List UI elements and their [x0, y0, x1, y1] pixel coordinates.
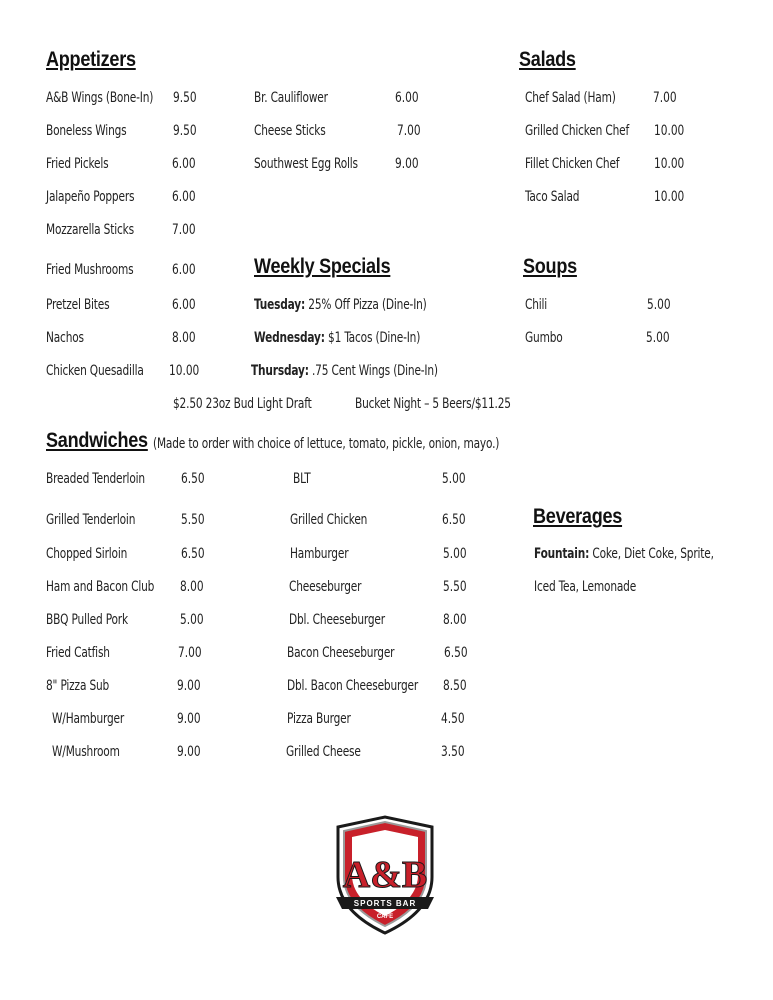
menu-item-name: Dbl. Cheeseburger — [289, 612, 385, 628]
special-day: Tuesday: — [254, 297, 306, 313]
menu-item-price: 6.00 — [172, 156, 196, 172]
menu-item-price: 8.50 — [443, 678, 467, 694]
menu-item-price: 6.00 — [395, 90, 419, 106]
beverage-line-1 — [534, 546, 714, 562]
menu-item-name: A&B Wings (Bone-In) — [46, 90, 154, 106]
special-text: .75 Cent Wings (Dine-In) — [311, 363, 438, 379]
menu-item-price: 8.00 — [180, 579, 204, 595]
menu-item-name: Fillet Chicken Chef — [525, 156, 620, 172]
menu-item-price: 9.50 — [173, 123, 197, 139]
menu-item-price: 9.00 — [395, 156, 419, 172]
special-day: Thursday: — [251, 363, 309, 379]
menu-item-price: 6.00 — [172, 189, 196, 205]
menu-item-name: Grilled Chicken Chef — [525, 123, 630, 139]
menu-item-price: 9.00 — [177, 744, 201, 760]
sandwiches-note: (Made to order with choice of lettuce, tomato, pickle, onion, mayo.) — [153, 436, 500, 452]
menu-item-name: Nachos — [46, 330, 84, 346]
menu-item-price: 5.00 — [647, 297, 671, 313]
menu-item-price: 3.50 — [441, 744, 465, 760]
menu-item-price: 5.50 — [443, 579, 467, 595]
menu-item-price: 10.00 — [169, 363, 200, 379]
special-text: $1 Tacos (Dine-In) — [328, 330, 421, 346]
menu-item-name: Hamburger — [290, 546, 349, 562]
sandwiches-header — [46, 429, 164, 453]
menu-item-name: BBQ Pulled Pork — [46, 612, 128, 628]
menu-item-price: 7.00 — [172, 222, 196, 238]
special-text: 25% Off Pizza (Dine-In) — [308, 297, 427, 313]
ab-sports-bar-logo — [330, 815, 440, 935]
menu-item-name: Grilled Chicken — [290, 512, 368, 528]
menu-item-price: 10.00 — [654, 156, 685, 172]
menu-item-price: 5.00 — [646, 330, 670, 346]
menu-item-price: 10.00 — [654, 189, 685, 205]
menu-item-name: Pretzel Bites — [46, 297, 110, 313]
menu-item-price: 9.00 — [177, 678, 201, 694]
salads-heading: Salads — [519, 48, 576, 71]
menu-item-price: 4.50 — [441, 711, 465, 727]
menu-item-price: 5.00 — [443, 546, 467, 562]
logo-banner-text: SPORTS BAR — [353, 899, 417, 908]
menu-item-name: Bacon Cheeseburger — [287, 645, 395, 661]
logo-text: A&B — [342, 854, 428, 896]
menu-item-name: W/Hamburger — [52, 711, 125, 727]
fountain-label: Fountain: — [534, 546, 590, 562]
special-line — [254, 297, 427, 313]
logo-cafe-text: CAFE — [376, 914, 394, 920]
menu-item-name: Ham and Bacon Club — [46, 579, 155, 595]
menu-item-name: Grilled Cheese — [286, 744, 361, 760]
bucket-night-special: Bucket Night – 5 Beers/$11.25 — [355, 396, 511, 412]
menu-item-price: 8.00 — [172, 330, 196, 346]
menu-item-name: Southwest Egg Rolls — [254, 156, 358, 172]
menu-item-name: 8" Pizza Sub — [46, 678, 110, 694]
menu-item-price: 6.50 — [442, 512, 466, 528]
menu-item-price: 10.00 — [654, 123, 685, 139]
menu-item-name: Breaded Tenderloin — [46, 471, 145, 487]
sandwiches-heading: Sandwiches — [46, 429, 148, 452]
menu-item-name: Boneless Wings — [46, 123, 127, 139]
menu-item-price: 6.00 — [172, 297, 196, 313]
appetizers-heading: Appetizers — [46, 48, 136, 71]
menu-item-name: Chili — [525, 297, 548, 313]
menu-item-name: Taco Salad — [525, 189, 580, 205]
menu-item-name: Jalapeño Poppers — [46, 189, 135, 205]
menu-item-name: Chef Salad (Ham) — [525, 90, 616, 106]
menu-item-price: 9.00 — [177, 711, 201, 727]
menu-item-name: Fried Mushrooms — [46, 262, 134, 278]
menu-item-name: Chicken Quesadilla — [46, 363, 144, 379]
menu-item-name: Grilled Tenderloin — [46, 512, 136, 528]
fountain-drinks: Coke, Diet Coke, Sprite, — [592, 546, 714, 562]
menu-item-price: 5.00 — [180, 612, 204, 628]
menu-item-name: Dbl. Bacon Cheeseburger — [287, 678, 419, 694]
special-line — [254, 330, 420, 346]
beverage-line-2: Iced Tea, Lemonade — [534, 579, 637, 595]
menu-item-name: BLT — [293, 471, 311, 487]
soups-heading: Soups — [523, 255, 577, 278]
menu-item-name: Gumbo — [525, 330, 563, 346]
menu-item-price: 9.50 — [173, 90, 197, 106]
menu-item-price: 5.00 — [442, 471, 466, 487]
menu-item-name: Cheeseburger — [289, 579, 362, 595]
menu-item-name: W/Mushroom — [52, 744, 120, 760]
menu-item-price: 6.50 — [181, 471, 205, 487]
menu-item-name: Pizza Burger — [287, 711, 351, 727]
menu-item-price: 5.50 — [181, 512, 205, 528]
beverages-heading: Beverages — [533, 505, 623, 528]
menu-item-price: 6.50 — [181, 546, 205, 562]
menu-item-name: Fried Catfish — [46, 645, 110, 661]
weekly-specials-heading: Weekly Specials — [254, 255, 391, 278]
menu-item-name: Fried Pickels — [46, 156, 109, 172]
special-line — [251, 363, 438, 379]
menu-item-price: 6.00 — [172, 262, 196, 278]
menu-item-price: 7.00 — [397, 123, 421, 139]
menu-item-name: Mozzarella Sticks — [46, 222, 134, 238]
draft-special: $2.50 23oz Bud Light Draft — [173, 396, 312, 412]
special-day: Wednesday: — [254, 330, 325, 346]
menu-item-price: 6.50 — [444, 645, 468, 661]
menu-item-name: Br. Cauliflower — [254, 90, 328, 106]
menu-item-price: 7.00 — [653, 90, 677, 106]
menu-item-price: 8.00 — [443, 612, 467, 628]
menu-item-price: 7.00 — [178, 645, 202, 661]
menu-item-name: Cheese Sticks — [254, 123, 326, 139]
menu-item-name: Chopped Sirloin — [46, 546, 128, 562]
